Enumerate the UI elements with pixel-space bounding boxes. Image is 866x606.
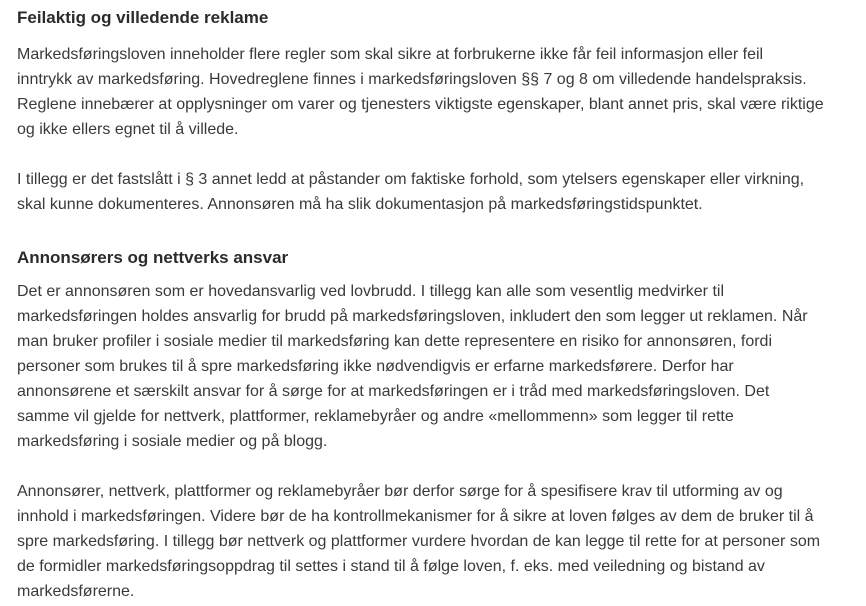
text-line: de formidler markedsføringsoppdrag til settes i stand til å følge loven, f. eks. med veiledning og bistand av [17,558,765,575]
text-line: man bruker profiler i sosiale medier til markedsføring kan dette representere en risiko for annonsøren, fordi [17,333,772,350]
text-line: Annonsører, nettverk, plattformer og reklamebyråer bør derfor sørge for å spesifisere krav til utforming av og [17,483,783,500]
paragraph-requirements-and-controls [17,479,862,604]
text-line: spre markedsføring. I tillegg bør nettverk og plattformer vurdere hvordan de kan legge til rette for at personer som [17,533,821,550]
paragraph-advertiser-liability [17,279,862,454]
text-line: Reglene innebærer at opplysninger om varer og tjenesters viktigste egenskaper, blant annet pris, skal være riktige [17,96,824,113]
text-line: samme vil gjelde for nettverk, plattformer, reklamebyråer og andre «mellommenn» som legger til rette [17,408,734,425]
section-heading-misleading-advertising: Feilaktig og villedende reklame [17,8,269,27]
paragraph-documentation-requirement [17,167,862,217]
text-line: innhold i markedsføringen. Videre bør de ha kontrollmekanismer for å sikre at loven følges av dem de bruker til å [17,508,814,525]
text-line: inntrykk av markedsføring. Hovedreglene finnes i markedsføringsloven §§ 7 og 8 om villedende handelspraksis. [17,71,807,88]
text-line: I tillegg er det fastslått i § 3 annet ledd at påstander om faktiske forhold, som ytelsers egenskaper eller virkning, [17,171,805,188]
text-line: markedsføringen holdes ansvarlig for brudd på markedsføringsloven, inkludert den som legger ut reklamen. Når [17,308,808,325]
text-line: Markedsføringsloven inneholder flere regler som skal sikre at forbrukerne ikke får feil informasjon eller feil [17,46,764,63]
text-line: Det er annonsøren som er hovedansvarlig ved lovbrudd. I tillegg kan alle som vesentlig medvirker til [17,283,725,300]
text-line: annonsørene et særskilt ansvar for å sørge for at markedsføringen er i tråd med markedsføringsloven. Det [17,383,770,400]
text-line: markedsførerne. [17,583,135,600]
text-line: og ikke ellers egnet til å villede. [17,121,239,138]
text-line: personer som brukes til å spre markedsføring ikke nødvendigvis er erfarne markedsførere. Derfor har [17,358,734,375]
paragraph-marketing-act-rules [17,42,862,142]
section-heading-advertiser-responsibility: Annonsørers og nettverks ansvar [17,248,289,267]
text-line: skal kunne dokumenteres. Annonsøren må ha slik dokumentasjon på markedsføringstidspunktet. [17,196,703,213]
text-line: markedsføring i sosiale medier og på blogg. [17,433,328,450]
